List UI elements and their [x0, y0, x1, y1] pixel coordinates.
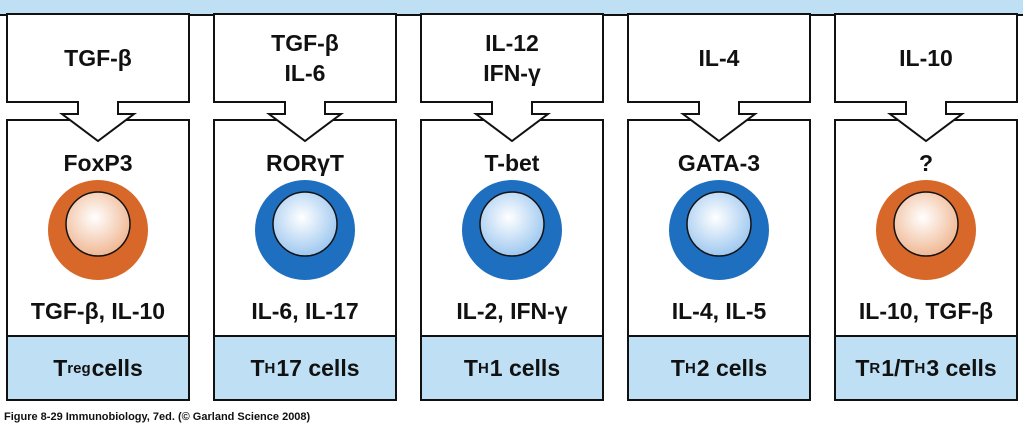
- transcription-factor: FoxP3: [63, 150, 133, 176]
- label-rest: 1/T: [881, 354, 915, 381]
- label-subscript-2: H: [914, 359, 926, 377]
- label-main: T: [855, 354, 870, 381]
- inducing-cytokines-text: IL-12 IFN-γ: [483, 30, 541, 86]
- inducing-cytokines: [213, 14, 397, 102]
- transcription-factor: ?: [918, 150, 934, 176]
- label-subscript: R: [869, 359, 881, 377]
- label-subscript: H: [684, 359, 696, 377]
- column-th17: [213, 0, 397, 412]
- cell-type-label: [834, 336, 1018, 400]
- inducing-cytokines-text: TGF-β: [64, 45, 132, 71]
- cell-nucleus: [480, 192, 544, 256]
- inducing-cytokines-text: TGF-β IL-6: [271, 30, 339, 86]
- label-rest: 17 cells: [276, 354, 360, 381]
- cell-nucleus: [894, 192, 958, 256]
- inducing-cytokines: [627, 14, 811, 102]
- label-rest: 1 cells: [489, 354, 561, 381]
- label-main: T: [250, 354, 265, 381]
- secreted-cytokines: IL-2, IFN-γ: [456, 298, 568, 324]
- column-th2: [627, 0, 811, 412]
- inducing-cytokines: [6, 14, 190, 102]
- transcription-factor: GATA-3: [677, 150, 761, 176]
- label-subscript: reg: [67, 359, 91, 377]
- label-rest-2: 3 cells: [926, 354, 997, 381]
- cell-nucleus: [66, 192, 130, 256]
- label-main: T: [670, 354, 685, 381]
- label-rest: 2 cells: [696, 354, 768, 381]
- inducing-cytokines-text: IL-4: [698, 45, 740, 71]
- cell-type-label: [627, 336, 811, 400]
- inducing-cytokines-text: IL-10: [899, 45, 953, 71]
- secreted-cytokines: TGF-β, IL-10: [30, 298, 166, 324]
- inducing-cytokines: [420, 14, 604, 102]
- secreted-cytokines: IL-4, IL-5: [671, 298, 767, 324]
- cell-type-label: [213, 336, 397, 400]
- label-subscript: H: [477, 359, 489, 377]
- inducing-cytokines: [834, 14, 1018, 102]
- cell-type-label: [420, 336, 604, 400]
- label-main: T: [53, 354, 68, 381]
- secreted-cytokines: IL-6, IL-17: [251, 298, 359, 324]
- column-treg: [6, 0, 190, 412]
- column-tr1-th3: [834, 0, 1018, 412]
- secreted-cytokines: IL-10, TGF-β: [858, 298, 994, 324]
- figure-caption: Figure 8-29 Immunobiology, 7ed. (© Garland Science 2008): [4, 411, 311, 423]
- label-main: T: [463, 354, 478, 381]
- cell-nucleus: [687, 192, 751, 256]
- transcription-factor: RORγT: [266, 150, 344, 176]
- cell-nucleus: [273, 192, 337, 256]
- transcription-factor: T-bet: [484, 150, 540, 176]
- label-rest: cells: [91, 354, 143, 381]
- cell-type-label: [6, 336, 190, 400]
- column-th1: [420, 0, 604, 412]
- label-subscript: H: [264, 359, 276, 377]
